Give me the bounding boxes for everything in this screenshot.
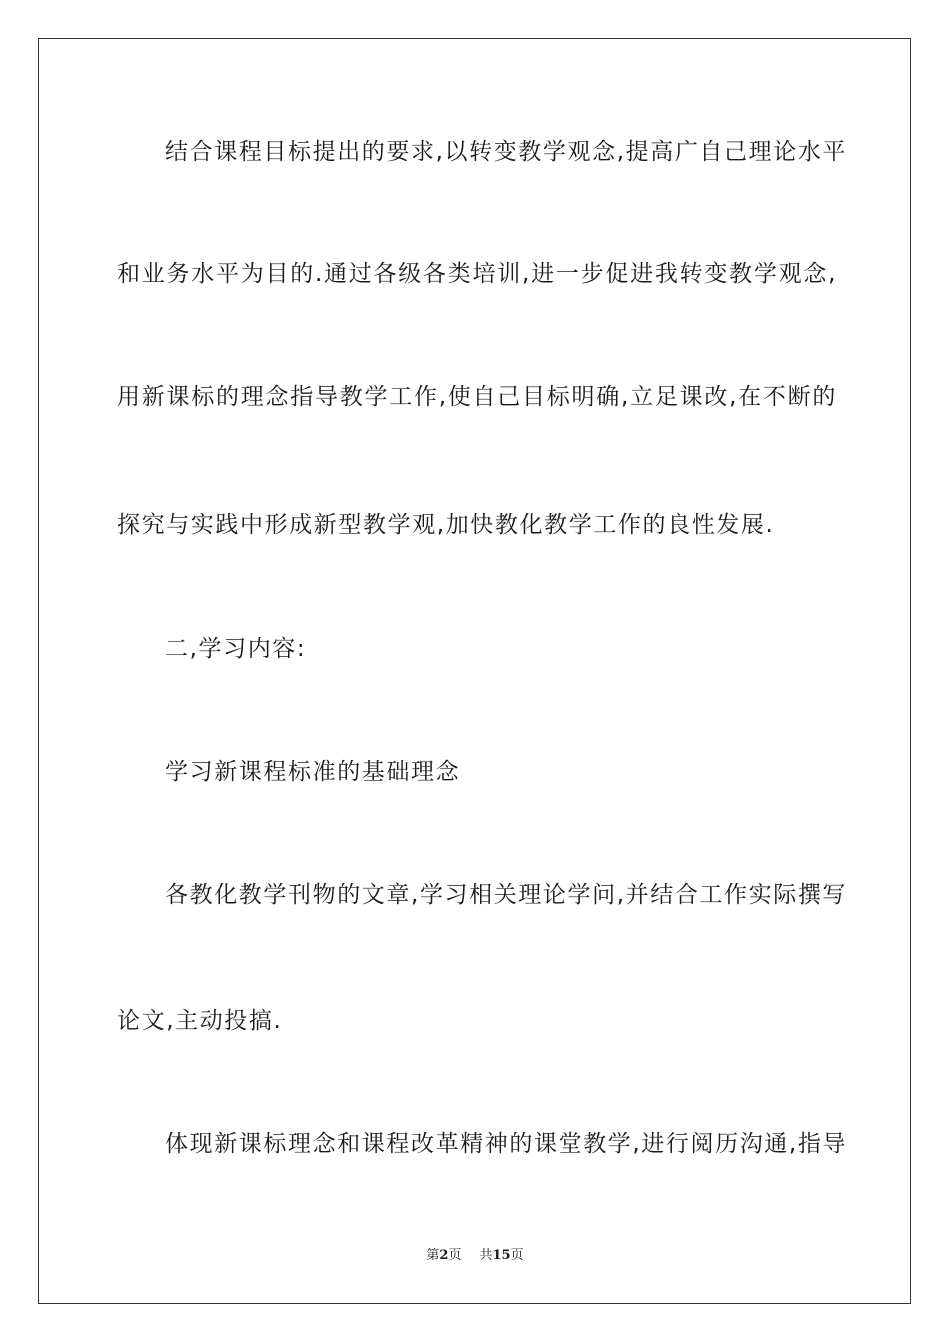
paragraph-line-2: 和业务水平为目的.通过各级各类培训,进一步促进我转变教学观念, [117, 261, 837, 287]
paragraph-line-7: 各教化教学刊物的文章,学习相关理论学问,并结合工作实际撰写 [165, 882, 848, 908]
footer-page-prefix: 第 [426, 1248, 440, 1263]
paragraph-line-1: 结合课程目标提出的要求,以转变教学观念,提高广自己理论水平 [165, 139, 848, 165]
footer-page-suffix: 页 [448, 1248, 462, 1263]
paragraph-line-3: 用新课标的理念指导教学工作,使自己目标明确,立足课改,在不断的 [117, 384, 837, 410]
paragraph-line-9: 体现新课标理念和课程改革精神的课堂教学,进行阅历沟通,指导 [165, 1131, 848, 1157]
section-heading: 二,学习内容: [165, 636, 307, 662]
paragraph-line-6: 学习新课程标准的基础理念 [165, 759, 461, 785]
page-footer [0, 1246, 950, 1266]
footer-total-prefix: 共 [479, 1248, 493, 1263]
footer-total-suffix: 页 [510, 1248, 524, 1263]
paragraph-line-4: 探究与实践中形成新型教学观,加快教化教学工作的良性发展. [117, 512, 775, 538]
footer-page-number: 2 [439, 1248, 449, 1263]
page-border [38, 38, 911, 1304]
paragraph-line-8: 论文,主动投搞. [117, 1008, 283, 1034]
footer-total-pages: 15 [492, 1248, 511, 1263]
